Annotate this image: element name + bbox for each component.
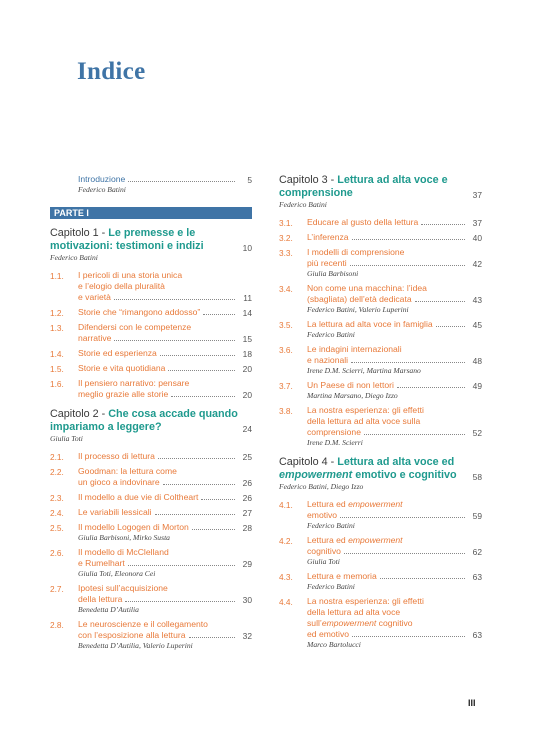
entry-title: emotivo — [307, 510, 468, 521]
dot-leader — [189, 637, 236, 638]
entry-title: Storie ed esperienza — [78, 348, 238, 359]
entry-page: 48 — [472, 356, 482, 366]
entry-author: Federico Batini — [307, 330, 355, 339]
entry-line — [50, 619, 252, 630]
entry-number: 4.1. — [279, 500, 293, 510]
toc-entry[interactable] — [50, 270, 252, 303]
entry-line — [279, 380, 482, 391]
entry-page: 32 — [242, 631, 252, 641]
entry-title: con l’esposizione alla lettura — [78, 630, 238, 641]
entry-line — [279, 355, 482, 366]
toc-entry[interactable] — [50, 507, 252, 518]
entry-title: Non come una macchina: l’idea — [307, 283, 427, 293]
chapter-title-text: Che cosa accade quando impariamo a leggere? — [50, 408, 238, 433]
chapter-title-text: Le premesse e le motivazioni: testimoni e indizi — [50, 227, 204, 252]
entry-page: 43 — [472, 295, 482, 305]
entry-page: 20 — [242, 390, 252, 400]
entry-line — [50, 630, 252, 641]
entry-line — [50, 583, 252, 594]
entry-author: Benedetta D’Autilia, Valerio Luperini — [78, 641, 193, 650]
toc-entry-introduction[interactable] — [50, 174, 252, 185]
entry-title: Le variabili lessicali — [78, 507, 238, 518]
entry-page: 18 — [242, 349, 252, 359]
entry-line — [279, 510, 482, 521]
chapter-page: 37 — [472, 190, 482, 200]
toc-entry[interactable] — [279, 283, 482, 315]
toc-entry[interactable] — [50, 583, 252, 615]
entry-page: 63 — [472, 572, 482, 582]
entry-page: 20 — [242, 364, 252, 374]
dot-leader — [351, 362, 465, 363]
chapter-title: Capitolo 2 - Che cosa accade quando impariamo a leggere? — [50, 408, 238, 433]
chapter-title-text: Lettura ad alta voce e comprensione — [279, 174, 448, 199]
entry-author: Marco Bartolucci — [307, 640, 361, 649]
toc-entry[interactable] — [279, 596, 482, 650]
toc-entry[interactable] — [279, 405, 482, 448]
entry-page: 45 — [472, 320, 482, 330]
entry-title: I pericoli di una storia unica — [78, 270, 183, 280]
entry-number: 3.3. — [279, 248, 293, 258]
entry-page: 30 — [242, 595, 252, 605]
entry-line — [50, 547, 252, 558]
toc-entry[interactable] — [50, 492, 252, 503]
toc-left-column — [50, 174, 252, 651]
entry-title: comprensione — [307, 427, 468, 438]
chapter-author: Federico Batini — [50, 253, 98, 262]
entry-number: 2.4. — [50, 508, 64, 518]
entry-page: 26 — [242, 493, 252, 503]
entry-title: Le indagini internazionali — [307, 344, 402, 354]
entry-title: meglio grazie alle storie — [78, 389, 238, 400]
entry-number: 1.4. — [50, 349, 64, 359]
entry-line — [50, 307, 252, 318]
dot-leader — [114, 340, 235, 341]
entry-line — [279, 416, 482, 427]
entry-page: 52 — [472, 428, 482, 438]
entry-number: 1.5. — [50, 364, 64, 374]
entry-line — [50, 389, 252, 400]
entry-page: 26 — [242, 478, 252, 488]
entry-title: L’inferenza — [307, 232, 468, 243]
entry-author: Federico Batini, Valerio Luperini — [307, 305, 409, 314]
entry-line — [279, 247, 482, 258]
dot-leader — [415, 301, 465, 302]
chapter-page: 24 — [242, 424, 252, 434]
entry-title: Il pensiero narrativo: pensare — [78, 378, 190, 388]
dot-leader — [128, 565, 235, 566]
entry-line — [279, 344, 482, 355]
entry-number: 2.1. — [50, 452, 64, 462]
entry-page: 62 — [472, 547, 482, 557]
entry-title: Storie e vita quotidiana — [78, 363, 238, 374]
entry-line — [50, 594, 252, 605]
entry-title: La lettura ad alta voce in famiglia — [307, 319, 468, 330]
toc-entry[interactable] — [50, 619, 252, 651]
part-banner: PARTE I — [50, 207, 252, 219]
toc-entry[interactable] — [50, 348, 252, 359]
dot-leader — [160, 355, 235, 356]
entry-line — [50, 281, 252, 292]
entry-title: e varietà — [78, 292, 238, 303]
entry-line — [50, 451, 252, 462]
intro-page: 5 — [247, 175, 252, 185]
dot-leader — [352, 636, 465, 637]
entry-title: La nostra esperienza: gli effetti — [307, 596, 424, 606]
entry-page: 27 — [242, 508, 252, 518]
entry-line — [279, 405, 482, 416]
entry-title: sull’empowerment cognitivo — [307, 618, 413, 628]
entry-title: ed emotivo — [307, 629, 468, 640]
entry-line — [279, 596, 482, 607]
entry-title: Il processo di lettura — [78, 451, 238, 462]
entry-title: della lettura — [78, 594, 238, 605]
dot-leader — [436, 326, 465, 327]
entry-line — [279, 283, 482, 294]
entry-title: I modelli di comprensione — [307, 247, 405, 257]
chapter-author: Federico Batini, Diego Izzo — [279, 482, 364, 491]
dot-leader — [192, 529, 235, 530]
toc-entry[interactable] — [279, 247, 482, 279]
entry-number: 3.2. — [279, 233, 293, 243]
entry-title: Un Paese di non lettori — [307, 380, 468, 391]
entry-title: La nostra esperienza: gli effetti — [307, 405, 424, 415]
dot-leader — [352, 239, 465, 240]
entry-number: 3.7. — [279, 381, 293, 391]
entry-page: 28 — [242, 523, 252, 533]
entry-title: Le neuroscienze e il collegamento — [78, 619, 208, 629]
entry-line — [50, 333, 252, 344]
entry-line — [279, 217, 482, 228]
entry-title: e nazionali — [307, 355, 468, 366]
entry-number: 3.8. — [279, 406, 293, 416]
entry-author: Federico Batini — [307, 582, 355, 591]
dot-leader — [125, 601, 235, 602]
page-number: III — [468, 698, 476, 708]
entry-title: cognitivo — [307, 546, 468, 557]
entry-author: Giulia Barbisoni — [307, 269, 359, 278]
entry-author: Irene D.M. Scierri — [307, 438, 363, 447]
entry-author: Martina Marsano, Diego Izzo — [307, 391, 398, 400]
intro-label: Introduzione — [78, 174, 126, 184]
dot-leader — [168, 370, 235, 371]
entry-line — [50, 558, 252, 569]
toc-entry[interactable] — [50, 466, 252, 488]
toc-entry[interactable] — [279, 571, 482, 592]
dot-leader — [350, 265, 465, 266]
entry-line — [279, 232, 482, 243]
entry-line — [50, 270, 252, 281]
dot-leader — [344, 553, 465, 554]
entry-title: Difendersi con le competenze — [78, 322, 192, 332]
entry-line — [279, 258, 482, 269]
dot-leader — [155, 514, 235, 515]
toc-entry[interactable] — [50, 451, 252, 462]
entry-page: 37 — [472, 218, 482, 228]
entry-number: 2.5. — [50, 523, 64, 533]
entry-line — [50, 378, 252, 389]
entry-line — [279, 427, 482, 438]
entry-line — [50, 292, 252, 303]
toc-entry[interactable] — [50, 363, 252, 374]
entry-title: Il modello Logogen di Morton — [78, 522, 238, 533]
entry-number: 4.2. — [279, 536, 293, 546]
entry-page: 15 — [242, 334, 252, 344]
toc-entry[interactable] — [50, 307, 252, 318]
toc-entry[interactable] — [279, 232, 482, 243]
entry-page: 29 — [242, 559, 252, 569]
entry-line — [50, 492, 252, 503]
entry-author: Federico Batini — [307, 521, 355, 530]
chapter-author: Giulia Toti — [50, 434, 83, 443]
toc-entry[interactable] — [279, 380, 482, 401]
entry-title: un gioco a indovinare — [78, 477, 238, 488]
entry-line — [279, 294, 482, 305]
dot-leader — [114, 299, 235, 300]
entry-title: Lettura ed empowerment — [307, 499, 403, 509]
entry-title: Il modello a due vie di Coltheart — [78, 492, 238, 503]
entry-number: 3.5. — [279, 320, 293, 330]
entry-title: Goodman: la lettura come — [78, 466, 177, 476]
toc-entry[interactable] — [279, 535, 482, 567]
entry-number: 3.6. — [279, 345, 293, 355]
entry-number: 2.8. — [50, 620, 64, 630]
entry-number: 1.1. — [50, 271, 64, 281]
entry-number: 4.4. — [279, 597, 293, 607]
entry-page: 11 — [243, 293, 252, 303]
entry-line — [279, 607, 482, 618]
chapter-heading[interactable] — [279, 456, 482, 482]
dot-leader — [201, 499, 235, 500]
chapter-title: Capitolo 1 - Le premesse e le motivazioni: testimoni e indizi — [50, 227, 204, 252]
entry-author: Giulia Toti, Eleonora Cei — [78, 569, 156, 578]
entry-title: Lettura ed empowerment — [307, 535, 403, 545]
entry-page: 40 — [472, 233, 482, 243]
dot-leader — [203, 314, 235, 315]
entry-title: più recenti — [307, 258, 468, 269]
chapter-title-text: Lettura ad alta voce ed empowerment emotivo e cognitivo — [279, 456, 457, 481]
entry-title: della lettura ad alta voce sulla — [307, 416, 421, 426]
entry-page: 49 — [472, 381, 482, 391]
entry-page: 14 — [242, 308, 252, 318]
dot-leader — [171, 396, 235, 397]
entry-page: 42 — [472, 259, 482, 269]
chapter-heading[interactable] — [279, 174, 482, 200]
entry-line — [50, 477, 252, 488]
chapter-heading[interactable] — [50, 227, 252, 253]
entry-author: Irene D.M. Scierri, Martina Marsano — [307, 366, 421, 375]
entry-number: 2.7. — [50, 584, 64, 594]
toc-entry[interactable] — [50, 378, 252, 400]
entry-line — [279, 535, 482, 546]
chapter-title: Capitolo 3 - Lettura ad alta voce e comprensione — [279, 174, 448, 199]
entry-number: 2.3. — [50, 493, 64, 503]
entry-line — [279, 546, 482, 557]
entry-page: 59 — [472, 511, 482, 521]
toc-entry[interactable] — [50, 322, 252, 344]
entry-title: (sbagliata) dell’età dedicata — [307, 294, 468, 305]
entry-title: Ipotesi sull’acquisizione — [78, 583, 168, 593]
entry-line — [50, 363, 252, 374]
entry-line — [50, 507, 252, 518]
toc-entry[interactable] — [50, 522, 252, 543]
entry-title: Il modello di McClelland — [78, 547, 169, 557]
dot-leader — [163, 484, 235, 485]
entry-title: Lettura e memoria — [307, 571, 468, 582]
page-title: Indice — [77, 58, 146, 85]
entry-number: 1.6. — [50, 379, 64, 389]
intro-author: Federico Batini — [78, 185, 126, 194]
entry-line — [279, 571, 482, 582]
dot-leader — [340, 517, 465, 518]
entry-number: 2.2. — [50, 467, 64, 477]
entry-number: 4.3. — [279, 572, 293, 582]
entry-title: e Rumelhart — [78, 558, 238, 569]
entry-title: della lettura ad alta voce — [307, 607, 401, 617]
dot-leader — [158, 458, 235, 459]
entry-line — [279, 629, 482, 640]
toc-right-column — [279, 174, 482, 650]
toc-entry[interactable] — [279, 319, 482, 340]
entry-number: 2.6. — [50, 548, 64, 558]
entry-line — [50, 348, 252, 359]
entry-title: Storie che “rimangono addosso” — [78, 307, 238, 318]
entry-line — [279, 319, 482, 330]
entry-page: 25 — [242, 452, 252, 462]
entry-number: 3.1. — [279, 218, 293, 228]
entry-line — [50, 322, 252, 333]
entry-number: 3.4. — [279, 284, 293, 294]
toc-entry[interactable] — [279, 217, 482, 228]
entry-author: Giulia Toti — [307, 557, 340, 566]
toc-entry[interactable] — [50, 547, 252, 579]
entry-line — [279, 618, 482, 629]
entry-number: 1.3. — [50, 323, 64, 333]
entry-line — [279, 499, 482, 510]
chapter-heading[interactable] — [50, 408, 252, 434]
chapter-page: 10 — [242, 243, 252, 253]
entry-title: Educare al gusto della lettura — [307, 217, 468, 228]
entry-title: e l’elogio della pluralità — [78, 281, 165, 291]
entry-page: 63 — [472, 630, 482, 640]
chapter-title: Capitolo 4 - Lettura ad alta voce ed empowerment emotivo e cognitivo — [279, 456, 457, 481]
toc-entry[interactable] — [279, 344, 482, 376]
toc-entry[interactable] — [279, 499, 482, 531]
entry-author: Benedetta D’Autilia — [78, 605, 139, 614]
dot-leader — [364, 434, 465, 435]
chapter-page: 58 — [472, 472, 482, 482]
entry-title: narrative — [78, 333, 238, 344]
dot-leader — [397, 387, 465, 388]
entry-author: Giulia Barbisoni, Mirko Susta — [78, 533, 170, 542]
entry-line — [50, 466, 252, 477]
entry-number: 1.2. — [50, 308, 64, 318]
dot-leader — [421, 224, 465, 225]
chapter-author: Federico Batini — [279, 200, 327, 209]
dot-leader — [380, 578, 465, 579]
entry-line — [50, 522, 252, 533]
